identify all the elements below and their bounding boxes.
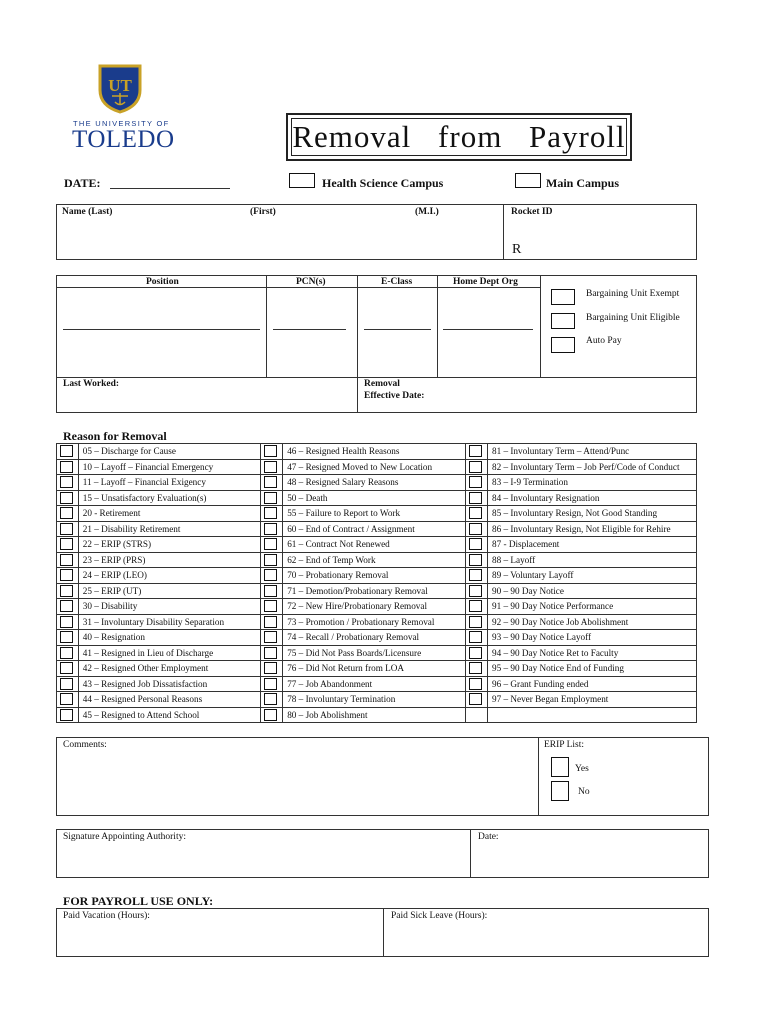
reason-label: 42 – Resigned Other Employment [78, 661, 261, 677]
reason-row [57, 707, 697, 723]
name-box [56, 204, 697, 260]
reason-checkbox[interactable] [264, 445, 277, 457]
auto-pay-label: Auto Pay [586, 336, 622, 346]
reason-row [57, 692, 697, 708]
reason-row [57, 630, 697, 646]
reason-label: 97 – Never Began Employment [488, 692, 697, 708]
date-label: DATE: [64, 176, 101, 190]
pcn-field[interactable] [273, 329, 346, 330]
reason-label: 30 – Disability [78, 599, 261, 615]
reason-heading: Reason for Removal [63, 429, 167, 443]
reason-checkbox[interactable] [469, 631, 482, 643]
reason-row [57, 599, 697, 615]
reason-label: 05 – Discharge for Cause [78, 444, 261, 460]
reason-checkbox[interactable] [469, 554, 482, 566]
reason-checkbox[interactable] [469, 523, 482, 535]
reason-checkbox[interactable] [60, 616, 73, 628]
date-field[interactable] [110, 188, 230, 189]
reason-checkbox[interactable] [469, 538, 482, 550]
reason-checkbox[interactable] [469, 616, 482, 628]
reason-label: 15 – Unsatisfactory Evaluation(s) [78, 490, 261, 506]
reason-checkbox[interactable] [264, 554, 277, 566]
reason-checkbox[interactable] [469, 507, 482, 519]
university-name-top: THE UNIVERSITY OF [73, 119, 170, 128]
reason-checkbox[interactable] [264, 709, 277, 721]
removal-label-2: Effective Date: [364, 391, 425, 401]
reason-label: 23 – ERIP (PRS) [78, 552, 261, 568]
reason-label: 88 – Layoff [488, 552, 697, 568]
reason-checkbox[interactable] [469, 662, 482, 674]
reason-label: 80 – Job Abolishment [283, 707, 466, 723]
reason-label: 86 – Involuntary Resign, Not Eligible for Rehire [488, 521, 697, 537]
reason-label: 41 – Resigned in Lieu of Discharge [78, 645, 261, 661]
reason-label: 45 – Resigned to Attend School [78, 707, 261, 723]
reason-checkbox[interactable] [264, 616, 277, 628]
reason-label: 75 – Did Not Pass Boards/Licensure [283, 645, 466, 661]
reason-label: 60 – End of Contract / Assignment [283, 521, 466, 537]
name-mi-label: (M.I.) [415, 207, 439, 217]
reason-label: 31 – Involuntary Disability Separation [78, 614, 261, 630]
eclass-header: E-Class [381, 277, 413, 287]
reason-label: 87 - Displacement [488, 537, 697, 553]
reason-row [57, 614, 697, 630]
reason-label [488, 707, 697, 723]
reason-label: 20 - Retirement [78, 506, 261, 522]
reason-label: 96 – Grant Funding ended [488, 676, 697, 692]
reason-checkbox[interactable] [469, 693, 482, 705]
reason-label: 24 – ERIP (LEO) [78, 568, 261, 584]
signature-date-label: Date: [478, 832, 499, 842]
reason-label: 73 – Promotion / Probationary Removal [283, 614, 466, 630]
reason-row [57, 490, 697, 506]
reason-checkbox[interactable] [264, 662, 277, 674]
pcn-header: PCN(s) [296, 277, 326, 287]
reason-label: 10 – Layoff – Financial Emergency [78, 459, 261, 475]
reason-checkbox[interactable] [469, 585, 482, 597]
position-header: Position [146, 277, 179, 287]
reason-label: 77 – Job Abandonment [283, 676, 466, 692]
reason-checkbox[interactable] [60, 476, 73, 488]
reason-label: 61 – Contract Not Renewed [283, 537, 466, 553]
reason-label: 62 – End of Temp Work [283, 552, 466, 568]
reason-label: 91 – 90 Day Notice Performance [488, 599, 697, 615]
reason-checkbox[interactable] [60, 445, 73, 457]
reason-checkbox[interactable] [264, 461, 277, 473]
reason-checkbox[interactable] [264, 585, 277, 597]
form-title-box [286, 113, 632, 161]
reason-checkbox[interactable] [60, 631, 73, 643]
sick-leave-label: Paid Sick Leave (Hours): [391, 911, 488, 921]
rocket-id-prefix: R [512, 242, 522, 257]
reason-checkbox[interactable] [60, 523, 73, 535]
reason-row [57, 444, 697, 460]
name-last-label: Name (Last) [62, 207, 113, 217]
reason-label: 44 – Resigned Personal Reasons [78, 692, 261, 708]
reason-checkbox[interactable] [264, 569, 277, 581]
payroll-heading: FOR PAYROLL USE ONLY: [63, 894, 214, 908]
reason-label: 76 – Did Not Return from LOA [283, 661, 466, 677]
reason-checkbox[interactable] [469, 600, 482, 612]
reason-label: 11 – Layoff – Financial Exigency [78, 475, 261, 491]
reason-label: 47 – Resigned Moved to New Location [283, 459, 466, 475]
health-science-checkbox[interactable] [289, 173, 315, 188]
position-field[interactable] [63, 329, 260, 330]
main-campus-label: Main Campus [546, 176, 620, 190]
reason-label: 95 – 90 Day Notice End of Funding [488, 661, 697, 677]
reason-label: 89 – Voluntary Layoff [488, 568, 697, 584]
home-dept-field[interactable] [443, 329, 533, 330]
comments-label: Comments: [63, 740, 107, 750]
reason-label: 92 – 90 Day Notice Job Abolishment [488, 614, 697, 630]
reason-checkbox[interactable] [264, 693, 277, 705]
reason-label: 81 – Involuntary Term – Attend/Punc [488, 444, 697, 460]
reason-label: 72 – New Hire/Probationary Removal [283, 599, 466, 615]
reason-label: 83 – I-9 Termination [488, 475, 697, 491]
reason-checkbox[interactable] [264, 678, 277, 690]
reason-label: 85 – Involuntary Resign, Not Good Standing [488, 506, 697, 522]
university-name: TOLEDO [72, 126, 175, 153]
reason-checkbox[interactable] [264, 647, 277, 659]
reason-row [57, 568, 697, 584]
reason-label: 82 – Involuntary Term – Job Perf/Code of Conduct [488, 459, 697, 475]
reason-checkbox[interactable] [469, 461, 482, 473]
reason-label: 55 – Failure to Report to Work [283, 506, 466, 522]
reason-row [57, 521, 697, 537]
bargaining-exempt-label: Bargaining Unit Exempt [586, 289, 680, 299]
reason-label: 48 – Resigned Salary Reasons [283, 475, 466, 491]
reason-label: 94 – 90 Day Notice Ret to Faculty [488, 645, 697, 661]
svg-text:UT: UT [108, 76, 132, 95]
reason-checkbox[interactable] [469, 492, 482, 504]
eclass-field[interactable] [364, 329, 431, 330]
reason-checkbox[interactable] [264, 476, 277, 488]
reason-label: 40 – Resignation [78, 630, 261, 646]
bargaining-eligible-checkbox[interactable] [551, 313, 575, 329]
erip-yes-checkbox[interactable] [551, 757, 569, 777]
auto-pay-checkbox[interactable] [551, 337, 575, 353]
reason-checkbox[interactable] [264, 538, 277, 550]
name-first-label: (First) [250, 207, 276, 217]
reason-label: 21 – Disability Retirement [78, 521, 261, 537]
reason-row [57, 537, 697, 553]
reason-checkbox[interactable] [469, 569, 482, 581]
reason-row [57, 459, 697, 475]
reason-label: 71 – Demotion/Probationary Removal [283, 583, 466, 599]
reason-label: 70 – Probationary Removal [283, 568, 466, 584]
reason-checkbox[interactable] [60, 647, 73, 659]
reason-row [57, 506, 697, 522]
reason-checkbox[interactable] [60, 678, 73, 690]
reason-label: 78 – Involuntary Termination [283, 692, 466, 708]
vacation-label: Paid Vacation (Hours): [63, 911, 150, 921]
removal-label-1: Removal [364, 379, 400, 389]
reason-checkbox[interactable] [60, 538, 73, 550]
reason-row [57, 583, 697, 599]
reason-checkbox[interactable] [264, 600, 277, 612]
reason-checkbox[interactable] [60, 569, 73, 581]
reason-label: 93 – 90 Day Notice Layoff [488, 630, 697, 646]
main-campus-checkbox[interactable] [515, 173, 541, 188]
reason-row [57, 661, 697, 677]
reason-label: 84 – Involuntary Resignation [488, 490, 697, 506]
rocket-id-label: Rocket ID [511, 207, 553, 217]
bargaining-eligible-label: Bargaining Unit Eligible [586, 313, 680, 323]
reason-checkbox[interactable] [264, 631, 277, 643]
signature-label: Signature Appointing Authority: [63, 832, 186, 842]
erip-yes-label: Yes [575, 764, 589, 774]
reason-checkbox[interactable] [60, 554, 73, 566]
reason-checkbox[interactable] [264, 507, 277, 519]
erip-no-checkbox[interactable] [551, 781, 569, 801]
erip-no-label: No [578, 787, 590, 797]
reason-table [56, 443, 697, 723]
bargaining-exempt-checkbox[interactable] [551, 289, 575, 305]
reason-row [57, 552, 697, 568]
reason-label: 43 – Resigned Job Dissatisfaction [78, 676, 261, 692]
last-worked-label: Last Worked: [63, 379, 120, 389]
reason-row [57, 475, 697, 491]
reason-checkbox[interactable] [264, 523, 277, 535]
university-seal [96, 62, 144, 119]
reason-row [57, 645, 697, 661]
reason-checkbox[interactable] [60, 492, 73, 504]
health-science-label: Health Science Campus [322, 176, 444, 190]
reason-label: 90 – 90 Day Notice [488, 583, 697, 599]
reason-checkbox[interactable] [469, 445, 482, 457]
reason-checkbox[interactable] [60, 585, 73, 597]
form-title: Removal from Payroll [292, 119, 626, 154]
reason-checkbox[interactable] [60, 693, 73, 705]
home-dept-header: Home Dept Org [453, 277, 518, 287]
erip-list-label: ERIP List: [544, 740, 585, 750]
comments-box[interactable] [56, 737, 709, 816]
reason-checkbox[interactable] [60, 600, 73, 612]
reason-row [57, 676, 697, 692]
reason-label: 25 – ERIP (UT) [78, 583, 261, 599]
reason-label: 46 – Resigned Health Reasons [283, 444, 466, 460]
reason-checkbox[interactable] [264, 492, 277, 504]
reason-label: 22 – ERIP (STRS) [78, 537, 261, 553]
reason-checkbox[interactable] [469, 647, 482, 659]
reason-checkbox[interactable] [469, 678, 482, 690]
reason-checkbox[interactable] [469, 476, 482, 488]
reason-checkbox[interactable] [60, 709, 73, 721]
reason-label: 50 – Death [283, 490, 466, 506]
reason-checkbox[interactable] [60, 461, 73, 473]
reason-checkbox[interactable] [60, 662, 73, 674]
reason-checkbox[interactable] [60, 507, 73, 519]
reason-label: 74 – Recall / Probationary Removal [283, 630, 466, 646]
